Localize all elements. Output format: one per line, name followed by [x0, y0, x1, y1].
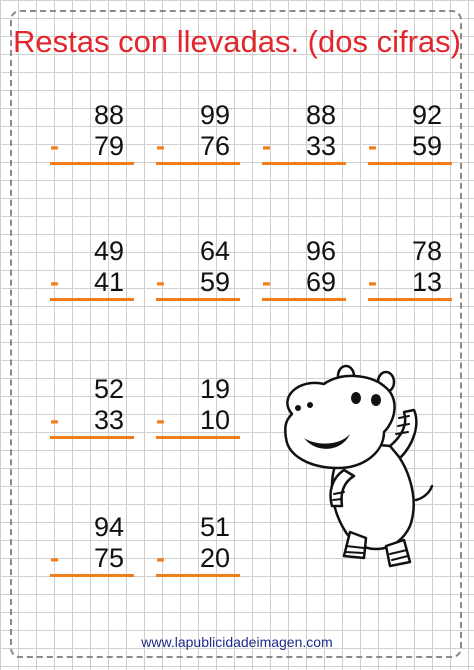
- minuend: 78: [411, 236, 442, 266]
- answer-line: [156, 298, 240, 301]
- answer-line: [50, 162, 134, 165]
- minuend: 88: [305, 100, 336, 130]
- answer-line: [262, 162, 346, 165]
- minus-sign: -: [50, 267, 59, 297]
- problem-1: [50, 100, 146, 166]
- answer-line: [262, 298, 346, 301]
- subtrahend: 76: [199, 131, 230, 161]
- answer-line: [156, 574, 240, 577]
- worksheet-title: Restas con llevadas. (dos cifras): [13, 24, 461, 59]
- minus-sign: -: [368, 131, 377, 161]
- minus-sign: -: [156, 405, 165, 435]
- subtrahend: 79: [93, 131, 124, 161]
- minuend: 88: [93, 100, 124, 130]
- answer-line: [50, 436, 134, 439]
- subtrahend: 10: [199, 405, 230, 435]
- subtrahend: 59: [411, 131, 442, 161]
- answer-line: [50, 298, 134, 301]
- subtrahend: 59: [199, 267, 230, 297]
- minus-sign: -: [262, 131, 271, 161]
- minuend: 19: [199, 374, 230, 404]
- answer-line: [368, 298, 452, 301]
- answer-line: [156, 436, 240, 439]
- footer-website-link[interactable]: www.lapublicidadeimagen.com: [141, 634, 333, 650]
- minuend: 49: [93, 236, 124, 266]
- minus-sign: -: [262, 267, 271, 297]
- answer-line: [368, 162, 452, 165]
- problem-3: [262, 100, 358, 166]
- subtrahend: 33: [93, 405, 124, 435]
- problem-5: [50, 236, 146, 302]
- minus-sign: -: [156, 131, 165, 161]
- subtrahend: 13: [411, 267, 442, 297]
- minuend: 92: [411, 100, 442, 130]
- problem-9: [50, 374, 146, 440]
- subtrahend: 75: [93, 543, 124, 573]
- minuend: 64: [199, 236, 230, 266]
- minuend: 99: [199, 100, 230, 130]
- problem-2: [156, 100, 252, 166]
- subtrahend: 20: [199, 543, 230, 573]
- problem-11: [50, 512, 146, 578]
- subtrahend: 69: [305, 267, 336, 297]
- problem-12: [156, 512, 252, 578]
- problem-8: [368, 236, 464, 302]
- minus-sign: -: [50, 543, 59, 573]
- subtrahend: 41: [93, 267, 124, 297]
- minuend: 51: [199, 512, 230, 542]
- minuend: 96: [305, 236, 336, 266]
- subtrahend: 33: [305, 131, 336, 161]
- answer-line: [50, 574, 134, 577]
- problem-6: [156, 236, 252, 302]
- minus-sign: -: [156, 543, 165, 573]
- minus-sign: -: [368, 267, 377, 297]
- problem-7: [262, 236, 358, 302]
- minus-sign: -: [50, 131, 59, 161]
- minus-sign: -: [50, 405, 59, 435]
- answer-line: [156, 162, 240, 165]
- problem-10: [156, 374, 252, 440]
- problem-4: [368, 100, 464, 166]
- minus-sign: -: [156, 267, 165, 297]
- hippo-cartoon-icon: [258, 360, 442, 580]
- minuend: 52: [93, 374, 124, 404]
- minuend: 94: [93, 512, 124, 542]
